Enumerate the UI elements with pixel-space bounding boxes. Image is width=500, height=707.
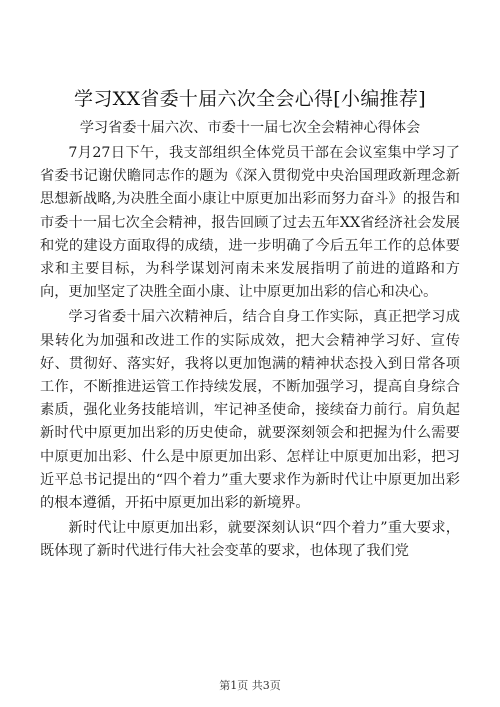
paragraph-3: 新时代让中原更加出彩，就要深刻认识“四个着力”重大要求，既体现了新时代进行伟大社会变革的要求，也体现了我们党 [40,520,460,560]
page-number: 第1页 共3页 [219,679,281,692]
document-body [40,142,460,566]
document-title: 学习XX省委十届六次全会心得[小编推荐] [74,88,426,110]
paragraph-2: 学习省委十届六次精神后，结合自身工作实际，真正把学习成果转化为加强和改进工作的实际成效，把大会精神学习好、宣传好、贯彻好、落实好，我将以更加饱满的精神状态投入到日常各项工作，不断推进运管工作持续发展，不断加强学习，提高自身综合素质，强化业务技能培训，牢记神圣使命，接续奋力前行。肩负起新时代中原更加出彩的历史使命，就要深刻领会和把握为什么需要中原更加出彩、什么是中原更加出彩、怎样让中原更加出彩，把习近平总书记提出的“四个着力”重大要求作为新时代让中原更加出彩的根本遵循，开拓中原更加出彩的新境界。 [40,309,460,512]
paragraph-1: 7月27日下午，我支部组织全体党员干部在会议室集中学习了省委书记谢伏瞻同志作的题为《深入贯彻党中央治国理政新理念新思想新战略,为决胜全面小康让中原更加出彩而努力奋斗》的报告和市委十一届七次全会精神，报告回顾了过去五年XX省经济社会发展和党的建设方面取得的成绩，进一步明确了今后五年工作的总体要求和主要目标，为科学谋划河南未来发展指明了前进的道路和方向，更加坚定了决胜全面小康、让中原更加出彩的信心和决心。 [40,145,460,301]
document-subtitle: 学习省委十届六次、市委十一届七次全会精神心得体会 [79,120,421,136]
